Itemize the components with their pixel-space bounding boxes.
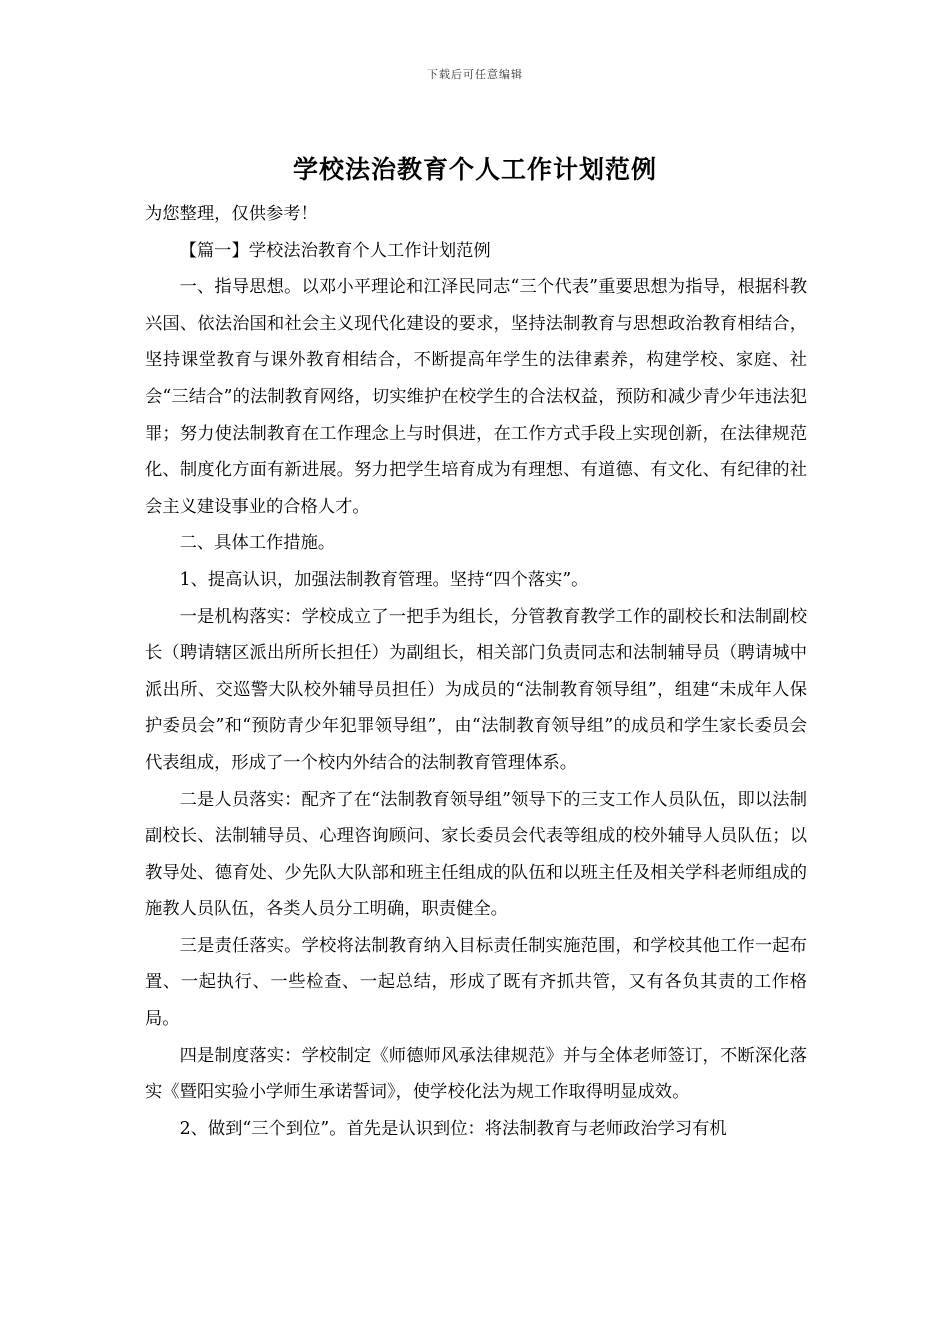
paragraph-organization: 一是机构落实：学校成立了一把手为组长，分管教育教学工作的副校长和法制副校长（聘请辖区派出所所长担任）为副组长，相关部门负责同志和法制辅导员（聘请城中派出所、交巡警大队校外辅导员担任）为成员的“法制教育领导组”，组建“未成年人保护委员会”和“预防青少年犯罪领导组”，由“法制教育领导组”的成员和学生家长委员会代表组成，形成了一个校内外结合的法制教育管理体系。 xyxy=(145,606,807,773)
paragraph-measure-1: 1、提高认识，加强法制教育管理。坚持“四个落实”。 xyxy=(179,569,589,590)
paragraph-personnel: 二是人员落实：配齐了在“法制教育领导组”领导下的三支工作人员队伍，即以法制副校长、法制辅导员、心理咨询顾问、家长委员会代表等组成的校外辅导人员队伍；以教导处、德育处、少先队大队部和班主任组成的队伍和以班主任及相关学科老师组成的施教人员队伍，各类人员分工明确，职责健全。 xyxy=(145,789,807,920)
paragraph-section-heading: 【篇一】学校法治教育个人工作计划范例 xyxy=(179,240,491,261)
header-note: 下载后可任意编辑 xyxy=(427,68,523,81)
paragraph-work-measures: 二、具体工作措施。 xyxy=(179,533,336,554)
paragraph-system: 四是制度落实：学校制定《师德师风承法律规范》并与全体老师签订，不断深化落实《暨阳实验小学师生承诺誓词》，使学校化法为规工作取得明显成效。 xyxy=(145,1045,807,1103)
paragraph-guiding-ideology: 一、指导思想。以邓小平理论和江泽民同志“三个代表”重要思想为指导，根据科教兴国、依法治国和社会主义现代化建设的要求，坚持法制教育与思想政治教育相结合，坚持课堂教育与课外教育相结合，不断提高年学生的法律素养，构建学校、家庭、社会“三结合”的法制教育网络，切实维护在校学生的合法权益，预防和减少青少年违法犯罪；努力使法制教育在工作理念上与时俱进，在工作方式手段上实现创新，在法律规范化、制度化方面有新进展。努力把学生培育成为有理想、有道德、有文化、有纪律的社会主义建设事业的合格人才。 xyxy=(145,277,807,517)
paragraph-intro: 为您整理，仅供参考！ xyxy=(145,204,318,224)
paragraph-measure-2: 2、做到“三个到位”。首先是认识到位：将法制教育与老师政治学习有机 xyxy=(179,1118,727,1139)
document-title: 学校法治教育个人工作计划范例 xyxy=(292,155,657,184)
document-body xyxy=(145,196,807,1147)
paragraph-responsibility: 三是责任落实。学校将法制教育纳入目标责任制实施范围，和学校其他工作一起布置、一起执行、一些检查、一起总结，形成了既有齐抓共管，又有各负其责的工作格局。 xyxy=(145,935,807,1030)
